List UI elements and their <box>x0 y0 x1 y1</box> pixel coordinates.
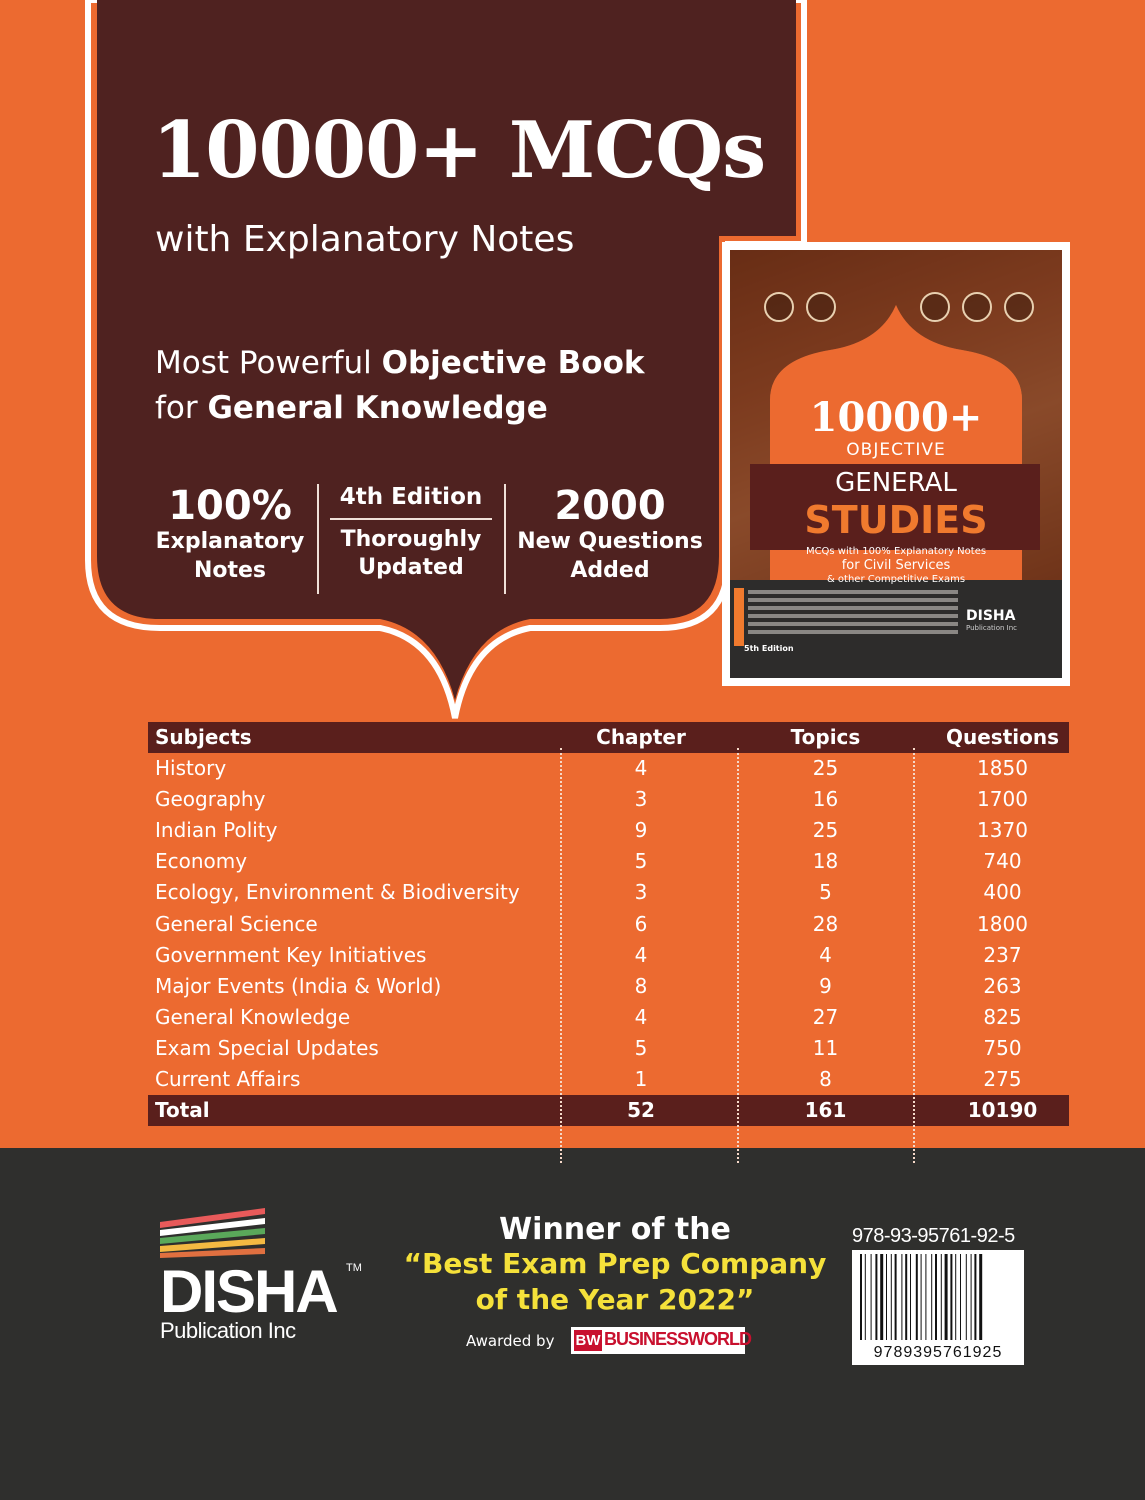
table-total-row <box>148 1095 1069 1126</box>
topics-cell: 27 <box>812 1004 839 1029</box>
table-row <box>148 784 1069 815</box>
barcode-icon <box>858 1254 1018 1340</box>
subject-cell: Indian Polity <box>155 818 278 843</box>
topics-cell: 18 <box>812 849 839 874</box>
questions-cell: 1800 <box>977 911 1028 936</box>
cover-logo-sub: Publication Inc <box>966 624 1017 632</box>
cover-subtitle: MCQs with 100% Explanatory Notes <box>805 546 987 557</box>
subject-cell: Ecology, Environment & Biodiversity <box>155 880 520 905</box>
topics-cell: 25 <box>812 756 839 781</box>
table-row <box>148 971 1069 1002</box>
topics-cell: 8 <box>819 1067 832 1092</box>
questions-cell: 750 <box>983 1035 1022 1060</box>
book-cover-image <box>722 242 1070 686</box>
cover-title-general: GENERAL <box>835 468 957 498</box>
questions-cell: 400 <box>983 880 1022 905</box>
table-row <box>148 815 1069 846</box>
award-badge-icon <box>962 292 992 322</box>
topics-cell: 9 <box>819 973 832 998</box>
topics-cell: 5 <box>819 880 832 905</box>
subject-cell: Major Events (India & World) <box>155 973 442 998</box>
award-badge-icon <box>920 292 950 322</box>
total-questions: 10190 <box>967 1098 1038 1123</box>
cover-feature-line <box>748 614 958 618</box>
cover-feature-line <box>748 590 958 594</box>
disha-publication-text: Publication Inc <box>160 1318 296 1343</box>
questions-cell: 263 <box>983 973 1022 998</box>
barcode-digits: 9789395761925 <box>873 1344 1003 1361</box>
header-subjects: Subjects <box>155 725 252 749</box>
tagline-line-2: for General Knowledge <box>155 390 548 426</box>
disha-logo-text: DISHA <box>160 1258 337 1325</box>
chapter-cell: 3 <box>634 787 648 812</box>
subject-cell: Economy <box>155 849 248 874</box>
businessworld-text: BUSINESSWORLD <box>604 1329 752 1349</box>
header-questions: Questions <box>945 725 1059 749</box>
cover-subtitle: & other Competitive Exams <box>826 574 966 585</box>
stat-divider <box>504 484 506 594</box>
total-label: Total <box>155 1098 210 1123</box>
cover-objective: OBJECTIVE <box>846 440 946 460</box>
header-chapter: Chapter <box>596 725 686 749</box>
subject-cell: History <box>155 756 227 781</box>
questions-cell: 1850 <box>977 756 1028 781</box>
disha-logo-stripes-icon <box>160 1208 265 1258</box>
topics-cell: 11 <box>812 1035 839 1060</box>
chapter-cell: 9 <box>634 818 648 843</box>
table-row <box>148 909 1069 940</box>
subject-cell: General Science <box>155 911 318 936</box>
table-row <box>148 1033 1069 1064</box>
bw-mark: BW <box>575 1332 601 1349</box>
headline: 10000+ MCQs <box>152 105 766 196</box>
topics-cell: 4 <box>819 942 832 967</box>
quality-badge-icon <box>806 292 836 322</box>
cover-logo: DISHA <box>966 608 1016 624</box>
cover-feature-line <box>748 606 958 610</box>
table-row <box>148 846 1069 877</box>
questions-cell: 237 <box>983 942 1022 967</box>
stat-explanatory: 100% Explanatory Notes <box>155 483 305 583</box>
header-topics: Topics <box>790 725 861 749</box>
trademark: TM <box>346 1262 362 1274</box>
topics-cell: 16 <box>812 787 839 812</box>
stat-edition: 4th Edition Thoroughly Updated <box>339 484 483 581</box>
table-row <box>148 877 1069 908</box>
topics-cell: 25 <box>812 818 839 843</box>
edition-underline <box>330 518 492 520</box>
table-row <box>148 1064 1069 1095</box>
stat-new-questions: 2000 New Questions Added <box>517 483 703 583</box>
table-header-row <box>148 722 1069 753</box>
badge-icon <box>764 292 794 322</box>
award-line-2: “Best Exam Prep Company <box>403 1247 827 1280</box>
cover-number: 10000+ <box>809 394 983 441</box>
chapter-cell: 8 <box>634 973 648 998</box>
table-row <box>148 1002 1069 1033</box>
subjects-table <box>148 722 1069 1126</box>
topics-cell: 28 <box>812 911 839 936</box>
chapter-cell: 4 <box>634 1004 648 1029</box>
chapter-cell: 6 <box>634 911 648 936</box>
chapter-cell: 4 <box>634 756 648 781</box>
subject-cell: Government Key Initiatives <box>155 942 427 967</box>
stat-divider <box>317 484 319 594</box>
column-divider <box>560 748 562 1163</box>
column-divider <box>913 748 915 1163</box>
questions-cell: 1700 <box>977 787 1028 812</box>
subject-cell: Geography <box>155 787 266 812</box>
award-line-1: Winner of the <box>499 1212 731 1247</box>
award-line-3: of the Year 2022” <box>475 1283 755 1316</box>
cover-feature-line <box>748 598 958 602</box>
table-row <box>148 753 1069 784</box>
cover-title-studies: STUDIES <box>804 498 988 542</box>
cover-features-tab <box>734 588 744 646</box>
cover-feature-line <box>748 622 958 626</box>
chapter-cell: 5 <box>634 849 648 874</box>
table-row <box>148 940 1069 971</box>
cover-edition: 5th Edition <box>744 644 794 653</box>
award-badge-icon <box>1004 292 1034 322</box>
subject-cell: Exam Special Updates <box>155 1035 379 1060</box>
questions-cell: 275 <box>983 1067 1022 1092</box>
tagline-line-1: Most Powerful Objective Book <box>155 345 645 381</box>
total-topics: 161 <box>804 1098 847 1123</box>
awarded-by: Awarded by <box>466 1332 555 1350</box>
chapter-cell: 4 <box>634 942 648 967</box>
isbn: 978-93-95761-92-5 <box>852 1225 1015 1247</box>
chapter-cell: 3 <box>634 880 648 905</box>
column-divider <box>737 748 739 1163</box>
chapter-cell: 5 <box>634 1035 648 1060</box>
questions-cell: 825 <box>983 1004 1022 1029</box>
subject-cell: General Knowledge <box>155 1004 351 1029</box>
total-chapters: 52 <box>627 1098 655 1123</box>
subheadline: with Explanatory Notes <box>155 219 575 260</box>
subject-cell: Current Affairs <box>155 1067 301 1092</box>
questions-cell: 1370 <box>977 818 1028 843</box>
cover-feature-line <box>748 630 958 634</box>
cover-subtitle: for Civil Services <box>841 558 951 573</box>
questions-cell: 740 <box>983 849 1022 874</box>
chapter-cell: 1 <box>634 1067 648 1092</box>
